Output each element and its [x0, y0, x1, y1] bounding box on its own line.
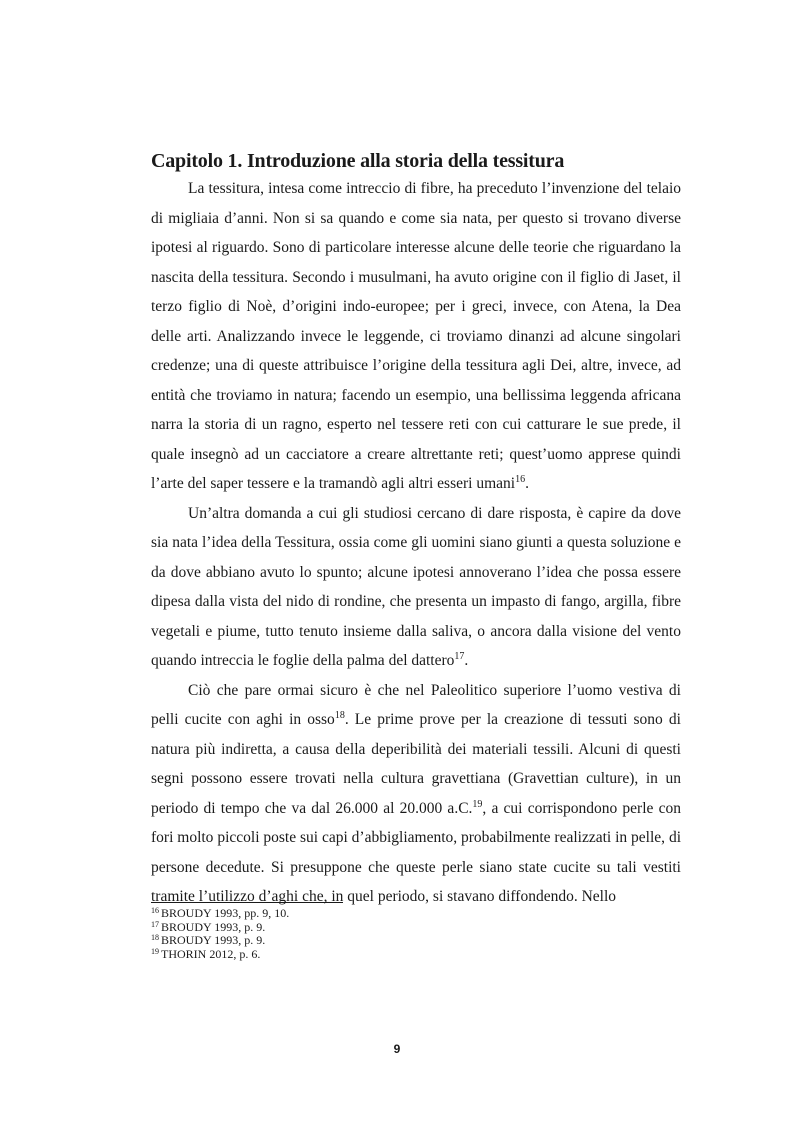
footnote-number: 16: [151, 906, 159, 915]
footnote-text: THORIN 2012, p. 6.: [161, 946, 261, 961]
footnote-ref-19[interactable]: 19: [472, 798, 483, 810]
footnote-item: [151, 934, 289, 948]
paragraph-2: Un’altra domanda a cui gli studiosi cercano di dare risposta, è capire da dove sia nata l’idea della Tessitura, ossia come gli uomini siano giunti a questa soluzione e da dove abbiano avuto lo spunto; alcune ipotesi annoverano l’idea che possa essere dipesa dalla vista del nido di rondine, che presenta un impasto di fango, argilla, fibre vegetali e piume, tutto tenuto insieme dalla saliva, o ancora dalla visione del vento quando intreccia le foglie della palma del dattero$^{17}$.: [151, 504, 681, 669]
paragraph-1-text: La tessitura, intesa come intreccio di fibre, ha preceduto l’invenzione del telaio di migliaia d’anni. Non si sa quando e come sia nata, per questo si trovano diverse ipotesi al riguardo. Sono di particolare interesse alcune delle teorie che riguardano la nascita della tessitura. Secondo i musulmani, ha avuto origine con il figlio di Jaset, il terzo figlio di Noè, d’origini indo-europee; per i greci, invece, con Atena, la Dea delle arti. Analizzando invece le leggende, ci troviamo dinanzi ad alcune singolari credenze; una di queste attribuisce l’origine della tessitura agli Dei, altre, invece, ad entità che troviamo in natura; facendo un esempio, una bellissima leggenda africana narra la storia di un ragno, esperto nel tessere reti con cui catturare le sue prede, il quale insegnò ad un cacciatore a creare altrettante reti; quest’uomo apprese quindi l’arte del saper tessere e la tramandò agli altri esseri umani: [151, 180, 681, 492]
footnote-text: BROUDY 1993, pp. 9, 10.: [161, 906, 290, 920]
footnote-ref-16[interactable]: 16: [515, 474, 526, 485]
footnote-separator: [151, 902, 343, 903]
footnote-item: [151, 921, 289, 935]
chapter-title: Capitolo 1. Introduzione alla storia della tessitura: [151, 150, 565, 172]
page-number: 9: [393, 1042, 401, 1056]
paragraph-1: La tessitura, intesa come intreccio di fibre, ha preceduto l’invenzione del telaio di migliaia d’anni. Non si sa quando e come sia nata, per questo si trovano diverse ipotesi al riguardo. Sono di particolare interesse alcune delle teorie che riguardano la nascita della tessitura. Secondo i musulmani, ha avuto origine con il figlio di Jaset, il terzo figlio di Noè, d’origini indo-europee; per i greci, invece, con Atena, la Dea delle arti. Analizzando invece le leggende, ci troviamo dinanzi ad alcune singolari credenze; una di queste attribuisce l’origine della tessitura agli Dei, altre, invece, ad entità che troviamo in natura; facendo un esempio, una bellissima leggenda africana narra la storia di un ragno, esperto nel tessere reti con cui catturare le sue prede, il quale insegnò ad un cacciatore a creare altrettante reti; quest’uomo apprese quindi l’arte del saper tessere e la tramandò agli altri esseri umani$^{16}$.: [151, 180, 681, 492]
footnote-text: BROUDY 1993, p. 9.: [161, 919, 266, 934]
paragraph-3-text-c: , a cui corrispondono perle con fori molto piccoli poste sui capi d’abbigliamento, probabilmente realizzati in pelle, di persone decedute. Si presuppone che queste perle siano state cucite su tali vestiti tramite l’utilizzo d’aghi che, in quel periodo, si stavano diffondendo. Nello: [151, 799, 681, 905]
paragraph-3: [151, 676, 681, 912]
paragraph-3-text-b: . Le prime prove per la creazione di tessuti sono di natura più indiretta, a causa della deperibilità dei materiali tessili. Alcuni di questi segni possono essere trovati nella cultura gravettiana (Gravettian culture), in un periodo di tempo che va dal 26.000 al 20.000 a.C.: [151, 711, 681, 817]
footnote-text: BROUDY 1993, p. 9.: [161, 933, 266, 947]
footnote-item: [151, 948, 289, 962]
paragraph-2-text: Un’altra domanda a cui gli studiosi cercano di dare risposta, è capire da dove sia nata l’idea della Tessitura, ossia come gli uomini siano giunti a questa soluzione e da dove abbiano avuto lo spunto; alcune ipotesi annoverano l’idea che possa essere dipesa dalla vista del nido di rondine, che presenta un impasto di fango, argilla, fibre vegetali e piume, tutto tenuto insieme dalla saliva, o ancora dalla visione del vento quando intreccia le foglie della palma del dattero: [151, 504, 681, 669]
footnote-item: [151, 907, 289, 921]
footnote-number: 18: [151, 933, 159, 942]
footnote-ref-17[interactable]: 17: [454, 651, 465, 662]
paragraph-3-text-a: Ciò che pare ormai sicuro è che nel Paleolitico superiore l’uomo vestiva di pelli cucite con aghi in osso: [151, 681, 681, 728]
footnotes-list: [151, 907, 289, 961]
body-text: [151, 174, 681, 912]
footnote-number: 17: [151, 919, 159, 929]
footnote-number: 19: [151, 946, 159, 956]
footnote-ref-18[interactable]: 18: [334, 710, 345, 721]
